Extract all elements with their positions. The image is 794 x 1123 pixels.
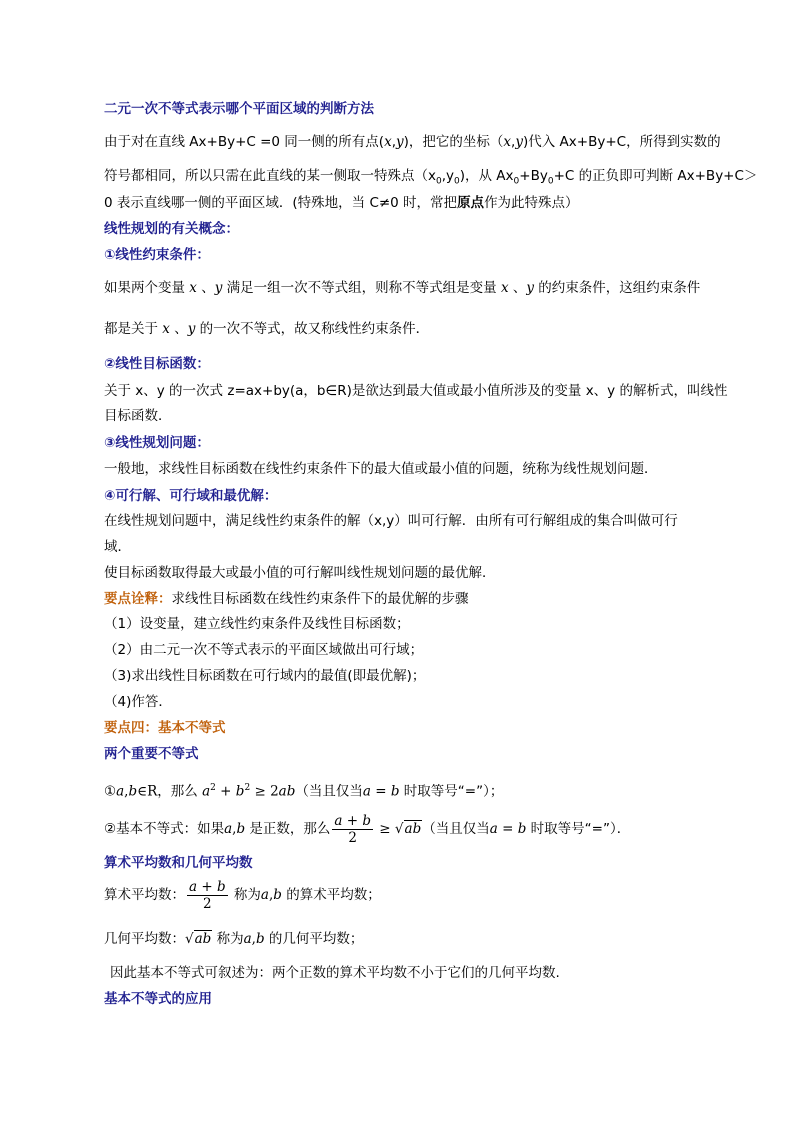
paragraph-line xyxy=(104,278,700,298)
sqrt-ab xyxy=(395,812,422,846)
text: 的一次不等式，故又称线性约束条件． xyxy=(195,321,430,337)
var-y: y xyxy=(526,280,535,296)
text: 由于对在直线 Ax+By+C =0 同一侧的所有点( xyxy=(104,134,385,150)
text: 的算术平均数； xyxy=(281,887,381,903)
paragraph-line xyxy=(104,132,721,152)
sqrt-ab xyxy=(185,929,212,949)
text: 时取等号“=”）． xyxy=(526,821,631,837)
section-title-linear-programming: 线性规划的有关概念： xyxy=(104,221,239,237)
text: 满足一组一次不等式组，则称不等式组是变量 xyxy=(222,280,501,296)
text: )，把它的坐标（ xyxy=(403,134,504,150)
subheading-lp-problem: ③线性规划问题： xyxy=(104,435,210,451)
inequality-1 xyxy=(104,778,503,802)
var-x: x xyxy=(384,134,392,150)
step-item: （2）由二元一次不等式表示的平面区域做出可行域； xyxy=(104,642,424,658)
arithmetic-mean-line xyxy=(104,878,381,912)
var-x: x xyxy=(503,134,512,150)
var-a: a xyxy=(224,821,233,837)
var-a: a xyxy=(243,931,252,947)
subscript: 0 xyxy=(436,176,442,187)
text: + xyxy=(215,783,236,800)
text: 是正数，那么 xyxy=(245,821,331,837)
var-a: a xyxy=(116,783,125,800)
paragraph-line xyxy=(104,166,757,192)
text: )代入 Ax+By+C，所得到实数的 xyxy=(522,134,721,150)
var-b: b xyxy=(390,783,400,800)
var-b: b xyxy=(236,821,246,837)
text: ,y xyxy=(441,168,455,184)
text: 、 xyxy=(508,280,527,296)
var-ab: ab xyxy=(278,783,296,800)
text: 时取等号“=”）； xyxy=(399,783,504,800)
text: 作为此特殊点） xyxy=(484,195,579,211)
text: 符号都相同，所以只需在此直线的某一侧取一特殊点（x xyxy=(104,168,436,184)
text: , xyxy=(511,134,516,150)
text: ②基本不等式：如果 xyxy=(104,821,225,837)
var-y: y xyxy=(187,321,196,337)
subheading-applications: 基本不等式的应用 xyxy=(104,991,212,1007)
subscript: 0 xyxy=(547,176,554,187)
text: （当且仅当 xyxy=(295,783,363,800)
var-y: y xyxy=(214,280,223,296)
paragraph-line: 一般地，求线性目标函数在线性约束条件下的最大值或最小值的问题，统称为线性规划问题． xyxy=(104,461,658,477)
denominator: 2 xyxy=(348,829,358,846)
text: 0 表示直线哪一侧的平面区域．(特殊地，当 C≠0 时，常把 xyxy=(104,195,458,211)
text: 的约束条件，这组约束条件 xyxy=(534,280,701,296)
text: ，那么 xyxy=(157,783,203,800)
fraction-a-plus-b-over-2 xyxy=(332,813,373,846)
text: 求线性目标函数在线性约束条件下的最优解的步骤 xyxy=(171,591,469,607)
fraction-a-plus-b-over-2 xyxy=(187,879,228,912)
text: , xyxy=(251,931,256,947)
text: 、 xyxy=(196,280,215,296)
text: = xyxy=(370,783,391,800)
text: +C 的正负即可判断 Ax+By+C＞ xyxy=(553,168,758,184)
var-b: b xyxy=(235,783,245,800)
var-b: b xyxy=(255,931,265,947)
text: ① xyxy=(104,783,117,800)
subheading-feasible-solution: ④可行解、可行域和最优解： xyxy=(104,488,278,504)
bold-term-origin: 原点 xyxy=(457,195,485,211)
inequality-2 xyxy=(104,812,630,846)
text: 算术平均数： xyxy=(104,887,185,903)
text: 几何平均数： xyxy=(104,931,185,947)
subscript: 0 xyxy=(513,176,520,187)
radical-sign: √ xyxy=(394,821,404,837)
var-x: x xyxy=(189,280,197,296)
step-item: （4)作答． xyxy=(104,694,172,710)
paragraph-line: 域． xyxy=(104,539,131,555)
paragraph-line: 关于 x、y 的一次式 z=ax+by(a，b∈R)是欲达到最大值或最小值所涉及的变量 x、y 的解析式，叫线性 xyxy=(104,383,728,399)
text: 都是关于 xyxy=(104,321,163,337)
set-real: ∈R xyxy=(137,783,158,800)
var-a: a xyxy=(202,783,211,800)
subheading-means: 算术平均数和几何平均数 xyxy=(104,855,253,871)
var-a: a xyxy=(260,887,269,903)
var-b: b xyxy=(517,821,527,837)
subheading-constraints: ①线性约束条件： xyxy=(104,247,210,263)
step-item: （3)求出线性目标函数在可行域内的最值(即最优解)； xyxy=(104,668,426,684)
text: 称为 xyxy=(212,931,244,947)
text: , xyxy=(232,821,237,837)
numerator: a + b xyxy=(189,878,226,895)
var-x: x xyxy=(162,321,170,337)
var-x: x xyxy=(500,280,509,296)
section-title-basic-inequality: 要点四：基本不等式 xyxy=(104,720,226,736)
var-b: b xyxy=(128,783,138,800)
text: 的几何平均数； xyxy=(264,931,364,947)
superscript: 2 xyxy=(210,783,216,793)
paragraph-line: 使目标函数取得最大或最小值的可行解叫线性规划问题的最优解． xyxy=(104,565,496,581)
text: )，从 Ax xyxy=(459,168,514,184)
text: = xyxy=(497,821,518,837)
subheading-objective-function: ②线性目标函数： xyxy=(104,356,210,372)
paragraph-line: 在线性规划问题中，满足线性约束条件的解（x,y）叫可行解．由所有可行解组成的集合叫做可行 xyxy=(104,513,678,529)
key-point-label: 要点诠释： xyxy=(104,591,172,607)
numerator: a + b xyxy=(334,812,372,829)
var-a: a xyxy=(489,821,498,837)
var-b: b xyxy=(273,887,282,903)
paragraph-line xyxy=(104,319,429,339)
text: （当且仅当 xyxy=(422,821,490,837)
text: 、 xyxy=(169,321,188,337)
var-y: y xyxy=(515,134,523,150)
superscript: 2 xyxy=(244,783,251,793)
denominator: 2 xyxy=(203,895,212,912)
conclusion-line: 因此基本不等式可叙述为：两个正数的算术平均数不小于它们的几何平均数. xyxy=(110,965,560,981)
radical-sign: √ xyxy=(185,931,194,947)
text: 如果两个变量 xyxy=(104,280,190,296)
radicand: ab xyxy=(404,821,422,837)
text: , xyxy=(268,887,274,903)
geometric-mean-line xyxy=(104,929,363,949)
subheading-two-inequalities: 两个重要不等式 xyxy=(104,746,199,762)
paragraph-line: 目标函数． xyxy=(104,408,172,424)
step-item: （1）设变量，建立线性约束条件及线性目标函数； xyxy=(104,616,410,632)
section-title-region-judgement: 二元一次不等式表示哪个平面区域的判断方法 xyxy=(104,101,374,117)
text: , xyxy=(391,134,396,150)
text: , xyxy=(124,783,129,800)
text: +By xyxy=(519,168,548,184)
var-a: a xyxy=(362,783,371,800)
text: ≥ xyxy=(375,821,395,837)
subscript: 0 xyxy=(454,176,460,187)
var-y: y xyxy=(396,134,404,150)
text: 称为 xyxy=(229,887,261,903)
radicand: ab xyxy=(194,931,212,947)
text: ≥ 2 xyxy=(250,783,279,800)
paragraph-line xyxy=(104,193,579,213)
key-point-note xyxy=(104,589,469,609)
